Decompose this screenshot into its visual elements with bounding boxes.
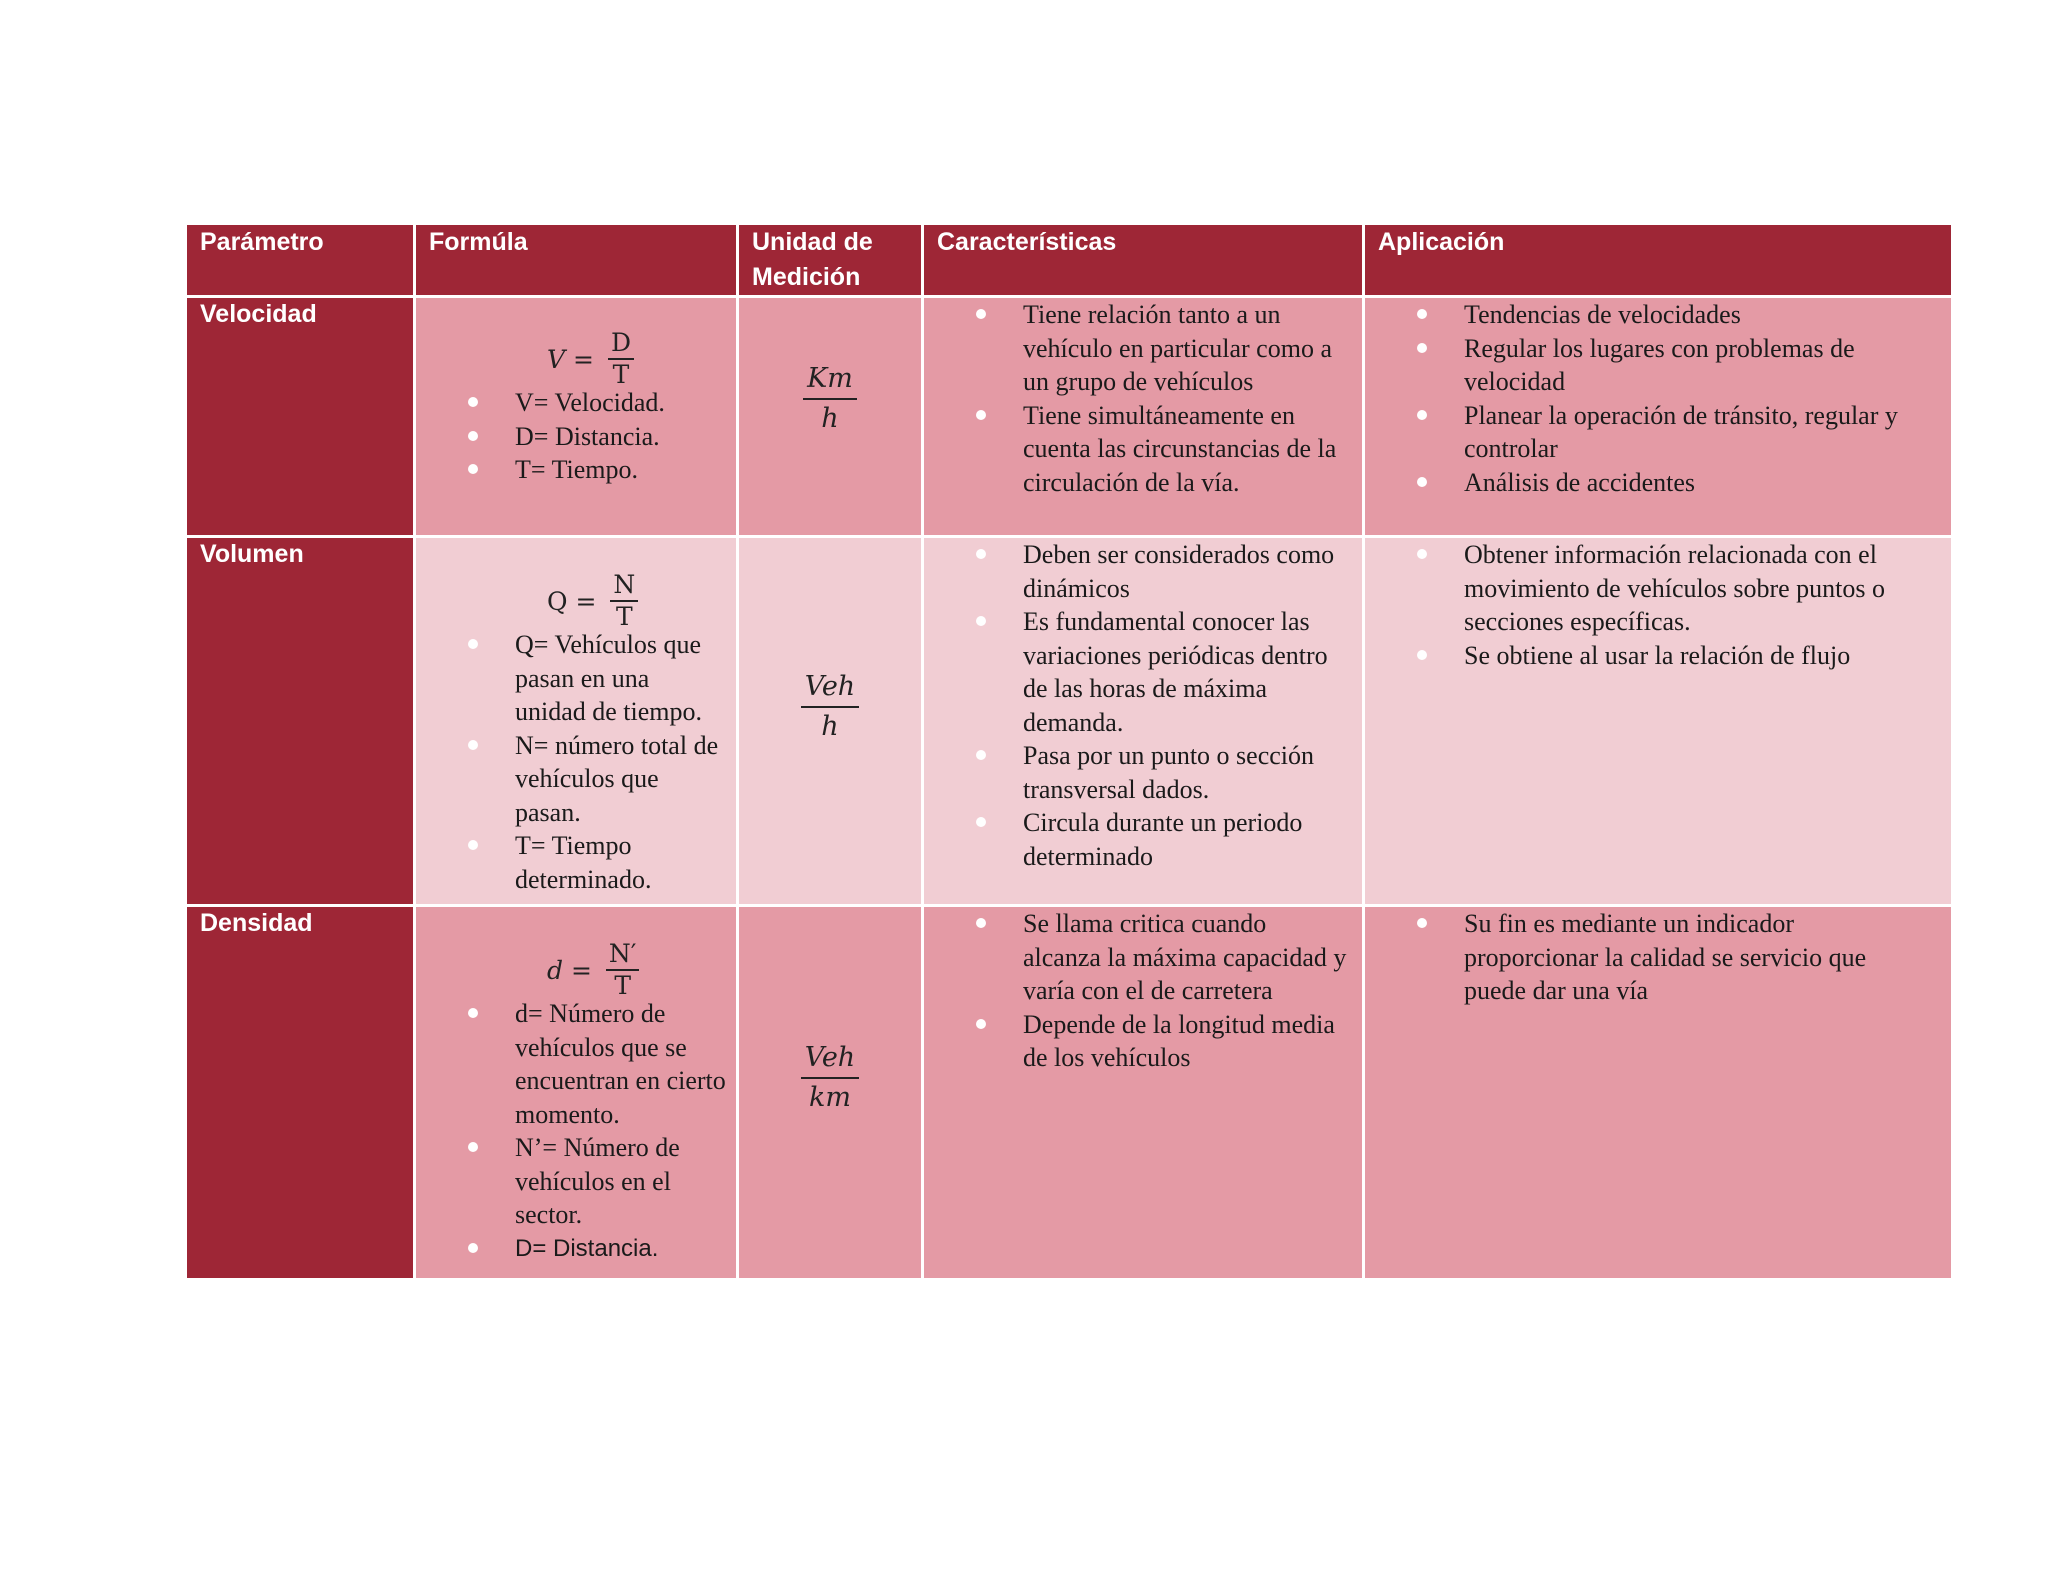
unit-fraction (801, 1039, 859, 1117)
formula-expression (416, 939, 736, 1001)
formula-lhs: V = (547, 344, 594, 374)
formula-numerator: N (610, 570, 638, 602)
unit-cell (738, 297, 923, 537)
formula-fraction (606, 939, 640, 1001)
list-item: Su fin es mediante un indicador proporcionar la calidad se servicio que puede dar una vía (1365, 907, 1911, 1008)
unit-fraction (803, 360, 857, 438)
header-unidad-line2: Medición (752, 263, 861, 291)
formula-fraction (608, 328, 634, 390)
formula-variable-list (416, 628, 736, 896)
list-item: Tendencias de velocidades (1365, 298, 1941, 332)
list-item: Obtener información relacionada con el movimiento de vehículos sobre puntos o secciones específicas. (1365, 538, 1931, 639)
formula-numerator: D (608, 328, 634, 360)
row-label: Volumen (186, 537, 415, 906)
characteristics-list (924, 907, 1362, 1075)
list-item: d= Número de vehículos que se encuentran en cierto momento. (416, 997, 726, 1131)
unit-denominator: h (821, 711, 839, 742)
unit-denominator: km (809, 1082, 851, 1113)
header-unidad-line1: Unidad de (752, 228, 873, 256)
application-list (1365, 298, 1951, 499)
list-item: Tiene simultáneamente en cuenta las circunstancias de la circulación de la vía. (924, 399, 1348, 500)
formula-lhs: Q = (547, 586, 597, 616)
list-item: D= Distancia. (416, 420, 736, 454)
table-row-volumen (186, 537, 1953, 906)
application-cell (1364, 906, 1953, 1280)
formula-numerator: N′ (606, 939, 640, 971)
formula-expression (416, 328, 736, 390)
formula-cell (415, 906, 738, 1280)
list-item: T= Tiempo. (416, 453, 736, 487)
header-row (186, 224, 1953, 297)
list-item: Q= Vehículos que pasan en una unidad de tiempo. (416, 628, 726, 729)
table-row-densidad (186, 906, 1953, 1280)
list-item: Planear la operación de tránsito, regular y controlar (1365, 399, 1941, 466)
header-parametro: Parámetro (186, 224, 415, 297)
list-item: Análisis de accidentes (1365, 466, 1941, 500)
application-list (1365, 907, 1951, 1008)
list-item: N’= Número de vehículos en el sector. (416, 1131, 726, 1232)
formula-cell (415, 537, 738, 906)
characteristics-list (924, 298, 1362, 499)
formula-variable-list (416, 997, 736, 1265)
row-label: Velocidad (186, 297, 415, 537)
formula-variable-list (416, 386, 736, 487)
formula-denominator: T (612, 360, 630, 389)
application-cell (1364, 297, 1953, 537)
formula-lhs: d = (547, 955, 592, 985)
list-item: D= Distancia. (416, 1232, 726, 1266)
list-item: Tiene relación tanto a un vehículo en particular como a un grupo de vehículos (924, 298, 1348, 399)
formula-fraction (610, 570, 638, 632)
formula-expression (416, 570, 736, 632)
formula-cell (415, 297, 738, 537)
header-unidad (738, 224, 923, 297)
application-cell (1364, 537, 1953, 906)
list-item: Pasa por un punto o sección transversal dados. (924, 739, 1348, 806)
unit-fraction (801, 668, 859, 746)
parameters-table (184, 222, 1954, 1281)
characteristics-cell (923, 906, 1364, 1280)
application-list (1365, 538, 1951, 672)
unit-denominator: h (821, 403, 839, 434)
list-item: Se obtiene al usar la relación de flujo (1365, 639, 1931, 673)
row-label: Densidad (186, 906, 415, 1280)
formula-denominator: T (615, 602, 633, 631)
unit-numerator: Veh (801, 668, 859, 708)
list-item: Circula durante un periodo determinado (924, 806, 1348, 873)
characteristics-list (924, 538, 1362, 873)
list-item: Es fundamental conocer las variaciones periódicas dentro de las horas de máxima demanda. (924, 605, 1348, 739)
formula-denominator: T (614, 971, 632, 1000)
header-caracteristicas: Características (923, 224, 1364, 297)
characteristics-cell (923, 297, 1364, 537)
table-row-velocidad (186, 297, 1953, 537)
unit-numerator: Veh (801, 1039, 859, 1079)
list-item: Se llama critica cuando alcanza la máxima capacidad y varía con el de carretera (924, 907, 1348, 1008)
list-item: Depende de la longitud media de los vehículos (924, 1008, 1348, 1075)
list-item: Regular los lugares con problemas de velocidad (1365, 332, 1941, 399)
list-item: V= Velocidad. (416, 386, 736, 420)
list-item: T= Tiempo determinado. (416, 829, 726, 896)
list-item: N= número total de vehículos que pasan. (416, 729, 726, 830)
characteristics-cell (923, 537, 1364, 906)
header-aplicacion: Aplicación (1364, 224, 1953, 297)
unit-cell (738, 537, 923, 906)
list-item: Deben ser considerados como dinámicos (924, 538, 1348, 605)
header-formula: Formúla (415, 224, 738, 297)
unit-numerator: Km (803, 360, 857, 400)
table-header (186, 224, 1953, 297)
unit-cell (738, 906, 923, 1280)
